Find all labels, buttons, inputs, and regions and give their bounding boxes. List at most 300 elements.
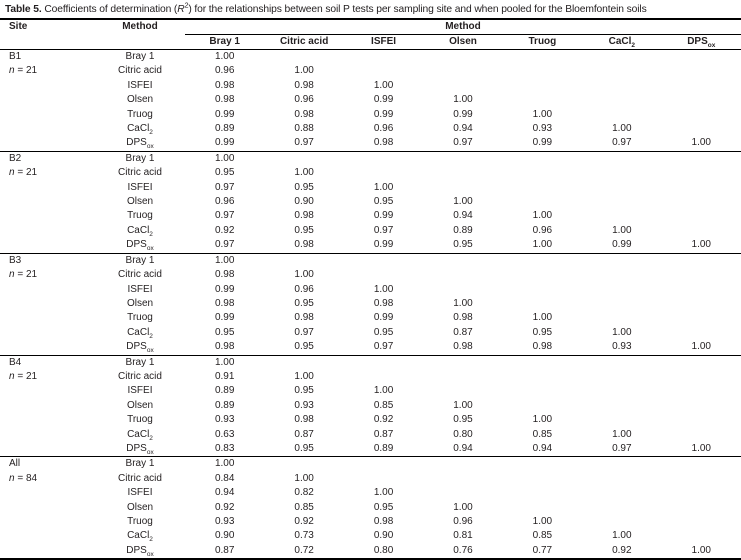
- r2-value: 0.97: [214, 210, 235, 222]
- table-row: [0, 355, 741, 370]
- table-row: [0, 399, 741, 413]
- r2-value: [423, 64, 502, 78]
- r2-value: 0.98: [214, 94, 235, 106]
- r2-value: [582, 515, 661, 529]
- r2-value: 0.96: [214, 65, 235, 77]
- method-subscript: 2: [149, 536, 153, 544]
- r2-value: 1.00: [612, 530, 632, 542]
- site-cell: [0, 93, 95, 107]
- r2-value: 0.97: [214, 181, 235, 193]
- table-row: [0, 442, 741, 457]
- col-header-text: Citric acid: [279, 36, 329, 47]
- r2-value: [423, 283, 502, 297]
- r2-value: [582, 209, 661, 223]
- r2-value: 1.00: [691, 442, 711, 454]
- r2-value: 0.97: [373, 224, 394, 236]
- r2-value: [662, 195, 741, 209]
- r2-value: 0.87: [453, 326, 473, 338]
- r2-value: [503, 486, 582, 500]
- r2-value: 0.89: [214, 399, 235, 411]
- method-column-header: Method: [122, 21, 158, 33]
- r2-value: [503, 79, 582, 93]
- site-block-b4: [0, 355, 741, 457]
- r2-value: [264, 253, 343, 268]
- method-label: Citric acid: [118, 370, 162, 382]
- table-row: [0, 108, 741, 122]
- r2-value: [344, 268, 423, 282]
- r2-value: [582, 93, 661, 107]
- site-cell: [0, 428, 95, 442]
- r2-value: 0.94: [453, 210, 473, 222]
- method-label: Truog: [127, 210, 153, 222]
- r2-value: 0.99: [214, 283, 235, 295]
- r2-value: 0.90: [214, 530, 235, 542]
- r2-value: 0.85: [532, 428, 553, 440]
- site-cell: [0, 122, 95, 136]
- r2-value: 0.93: [214, 516, 235, 527]
- site-cell: [0, 442, 95, 457]
- site-block-b3: [0, 253, 741, 355]
- method-label: $DPS_{ox}$: [126, 137, 154, 151]
- r2-value: [423, 181, 502, 195]
- r2-value: 0.96: [294, 283, 314, 295]
- method-subscript: ox: [146, 347, 154, 355]
- table-row: [0, 370, 741, 384]
- r2-value: 0.95: [294, 341, 314, 353]
- method-label: Bray 1: [95, 151, 185, 166]
- r2-value: [503, 64, 582, 78]
- r2-value: 0.95: [214, 167, 235, 179]
- site-cell: [0, 195, 95, 209]
- r2-value: [582, 297, 661, 311]
- method-label: Olsen: [126, 501, 154, 513]
- site-cell: [0, 181, 95, 195]
- table-row: [0, 253, 741, 268]
- method-subscript: ox: [146, 448, 154, 456]
- r2-value: 1.00: [532, 239, 553, 251]
- r2-value: [582, 399, 661, 413]
- r2-value: 1.00: [453, 196, 473, 208]
- site-cell: [0, 297, 95, 311]
- r2-value: 0.92: [294, 516, 314, 527]
- table-row: [0, 64, 741, 78]
- table-row: [0, 297, 741, 311]
- r2-value: [662, 181, 741, 195]
- r2-value: [344, 472, 423, 486]
- r2-value: [662, 486, 741, 500]
- r2-value: [264, 50, 343, 65]
- r2-value: [423, 355, 502, 370]
- method-label: ISFEI: [127, 79, 153, 91]
- r2-value: 0.97: [453, 137, 473, 149]
- method-label: Citric acid: [118, 472, 162, 484]
- r2-value: 0.84: [214, 472, 235, 484]
- site-block-b2: [0, 151, 741, 253]
- header-spacer: [0, 35, 95, 50]
- r2-value: 1.00: [532, 312, 553, 324]
- r2-value: 0.97: [612, 442, 632, 454]
- method-label: $DPS_{ox}$: [126, 544, 154, 558]
- table-row: [0, 544, 741, 559]
- r2-value: [344, 253, 423, 268]
- r2-value: [344, 64, 423, 78]
- r2-value: 1.00: [532, 210, 553, 222]
- r-squared-symbol: R: [177, 4, 185, 15]
- table-row: [0, 93, 741, 107]
- r2-value: 0.85: [294, 501, 314, 513]
- method-label: Truog: [127, 312, 153, 324]
- site-label: B4: [0, 355, 95, 370]
- r2-value: [582, 413, 661, 427]
- site-label: All: [0, 457, 95, 472]
- site-cell: [0, 399, 95, 413]
- table-row: [0, 224, 741, 238]
- r2-value: [582, 486, 661, 500]
- r2-value: 0.99: [532, 137, 553, 149]
- r2-value: [344, 355, 423, 370]
- r2-value: [423, 370, 502, 384]
- table-row: [0, 283, 741, 297]
- col-header-text: Truog: [528, 36, 557, 47]
- method-label: Bray 1: [95, 253, 185, 268]
- col-header-text: Olsen: [449, 36, 477, 47]
- r2-value: 1.00: [453, 501, 473, 513]
- table-row: [0, 326, 741, 340]
- r2-value: 0.98: [214, 297, 235, 309]
- r2-value: [423, 384, 502, 398]
- table-row: [0, 209, 741, 223]
- r2-value: 0.76: [453, 544, 473, 556]
- r2-value: [582, 384, 661, 398]
- r2-value: [582, 311, 661, 325]
- r2-value: 0.97: [214, 239, 235, 251]
- r2-value: [662, 93, 741, 107]
- r2-value: [423, 486, 502, 500]
- r2-value: 0.91: [214, 370, 235, 382]
- site-cell: [0, 79, 95, 93]
- method-label: Truog: [127, 108, 153, 120]
- r2-value: 0.99: [214, 137, 235, 149]
- r2-value: [582, 181, 661, 195]
- method-label: Truog: [127, 414, 153, 426]
- r2-value: 0.87: [373, 428, 394, 440]
- r2-value: 0.99: [373, 312, 394, 324]
- table-row: [0, 384, 741, 398]
- table-row: [0, 529, 741, 543]
- r2-value: 1.00: [185, 253, 264, 268]
- r2-value: [662, 326, 741, 340]
- r2-value: [503, 283, 582, 297]
- r2-value: 0.98: [214, 79, 235, 91]
- r2-value: 1.00: [294, 269, 314, 281]
- method-subscript: 2: [149, 434, 153, 442]
- table-header: [0, 20, 741, 50]
- method-label: ISFEI: [127, 181, 153, 193]
- r2-value: 0.97: [612, 137, 632, 149]
- r2-value: 0.89: [453, 224, 473, 236]
- r2-value: [582, 151, 661, 166]
- r2-value: 1.00: [373, 181, 394, 193]
- r2-value: [662, 529, 741, 543]
- r2-value: [662, 311, 741, 325]
- r2-value: 1.00: [373, 487, 394, 499]
- r2-value: 1.00: [532, 414, 553, 426]
- method-label: CaCl$_2$: [127, 224, 153, 238]
- site-cell: [0, 501, 95, 515]
- sample-count: n = 84: [9, 472, 38, 484]
- r2-value: 0.99: [612, 239, 632, 251]
- site-cell: [0, 413, 95, 427]
- col-header-text: DPS: [687, 36, 708, 47]
- r2-value: 1.00: [691, 239, 711, 251]
- method-subscript: ox: [146, 143, 154, 151]
- method-subscript: 2: [149, 129, 153, 137]
- r2-value: [503, 370, 582, 384]
- site-cell: [0, 529, 95, 543]
- method-label: ISFEI: [127, 385, 153, 397]
- r2-value: 0.98: [453, 312, 473, 324]
- r2-value: 1.00: [294, 167, 314, 179]
- r2-value: 0.94: [453, 442, 473, 454]
- sample-count: n = 21: [9, 370, 38, 382]
- table-row: [0, 151, 741, 166]
- r2-value: 0.94: [214, 487, 235, 499]
- r2-value: [582, 370, 661, 384]
- r2-value: 0.98: [294, 108, 314, 120]
- method-label: Citric acid: [118, 167, 162, 179]
- r2-value: 0.77: [532, 544, 553, 556]
- r2-value: [582, 268, 661, 282]
- r2-value: 0.99: [373, 210, 394, 222]
- r2-value: 0.94: [532, 442, 553, 454]
- r2-value: [662, 151, 741, 166]
- table-row: [0, 486, 741, 500]
- r2-value: [503, 472, 582, 486]
- r2-value: 0.93: [294, 399, 314, 411]
- table-caption: [0, 0, 741, 18]
- r2-value: 1.00: [373, 283, 394, 295]
- method-label: Truog: [127, 516, 153, 527]
- r2-value: [662, 370, 741, 384]
- table-row: [0, 268, 741, 282]
- site-cell: [0, 238, 95, 253]
- r2-value: 0.87: [294, 428, 314, 440]
- r2-value: 1.00: [294, 370, 314, 382]
- site-cell: [0, 311, 95, 325]
- r2-value: 0.95: [294, 224, 314, 236]
- r2-value: 0.98: [294, 79, 314, 91]
- r-squared-exponent: 2: [184, 2, 189, 10]
- col-header-bray-1: [185, 35, 264, 50]
- col-header-subscript: 2: [631, 42, 636, 49]
- r2-value: 0.89: [214, 385, 235, 397]
- method-label: Olsen: [126, 94, 154, 106]
- r2-value: 0.89: [373, 442, 394, 454]
- r2-value: 0.90: [294, 196, 314, 208]
- header-spacer: [95, 35, 185, 50]
- r2-value: [503, 93, 582, 107]
- site-cell: [0, 224, 95, 238]
- site-label: B2: [0, 151, 95, 166]
- method-subscript: 2: [149, 332, 153, 340]
- r2-value: 0.95: [453, 414, 473, 426]
- r2-value: 1.00: [294, 65, 314, 77]
- r2-value: [344, 166, 423, 180]
- r2-value: [503, 297, 582, 311]
- r2-value: 0.98: [294, 312, 314, 324]
- r2-value: 0.98: [453, 341, 473, 353]
- r2-value: 0.98: [373, 516, 394, 527]
- r2-value: [582, 64, 661, 78]
- r2-value: [423, 472, 502, 486]
- method-label: Bray 1: [125, 51, 155, 62]
- r2-value: 0.82: [294, 487, 314, 499]
- header-row-groups: [0, 20, 741, 35]
- r2-value: [662, 501, 741, 515]
- site-cell: [0, 326, 95, 340]
- caption-text-post: ) for the relationships between soil P tests per sampling site and when pooled for the Bloemfontein soils: [188, 4, 647, 15]
- r2-value: 0.99: [453, 108, 473, 120]
- r2-value: 0.99: [373, 94, 394, 106]
- r2-value: [582, 166, 661, 180]
- r2-value: [662, 384, 741, 398]
- r2-value: 0.63: [214, 428, 235, 440]
- r2-value: 0.95: [373, 501, 394, 513]
- caption-text-pre: Coefficients of determination (: [41, 4, 178, 15]
- r2-value: 0.83: [214, 442, 235, 454]
- r2-value: 0.98: [532, 341, 553, 353]
- method-label: Citric acid: [118, 65, 162, 77]
- r2-value: [662, 79, 741, 93]
- r2-value: 1.00: [185, 355, 264, 370]
- site-block-all: [0, 457, 741, 559]
- method-label: $DPS_{ox}$: [126, 442, 154, 456]
- r2-value: 0.96: [373, 123, 394, 135]
- r2-value: [503, 399, 582, 413]
- r2-value: 0.92: [373, 414, 394, 426]
- r2-value: 0.97: [294, 137, 314, 149]
- r2-value: 0.99: [373, 239, 394, 251]
- r2-value: [264, 457, 343, 472]
- site-cell: [0, 384, 95, 398]
- r2-value: [662, 209, 741, 223]
- r2-value: [662, 50, 741, 65]
- r2-value: [662, 297, 741, 311]
- r2-value: [662, 428, 741, 442]
- table-number-label: Table 5.: [5, 4, 42, 15]
- r2-value: [344, 151, 423, 166]
- table-row: [0, 428, 741, 442]
- r2-value: [662, 355, 741, 370]
- r2-value: 1.00: [532, 516, 553, 527]
- r2-value: [662, 122, 741, 136]
- site-cell: [0, 283, 95, 297]
- r2-value: 1.00: [373, 79, 394, 91]
- method-label: Olsen: [126, 399, 154, 411]
- r2-value: [503, 501, 582, 515]
- r2-value: 0.94: [453, 123, 473, 135]
- table-row: [0, 50, 741, 65]
- sample-count: n = 21: [9, 167, 38, 179]
- r2-value: 1.00: [185, 151, 264, 166]
- r2-value: 0.95: [373, 196, 394, 208]
- r2-value: [344, 457, 423, 472]
- r2-value: 0.98: [294, 239, 314, 251]
- site-cell: [0, 108, 95, 122]
- r2-value: [344, 370, 423, 384]
- results-table: [0, 20, 741, 560]
- r2-value: 0.73: [294, 530, 314, 542]
- r2-value: [662, 108, 741, 122]
- sample-count: n = 21: [9, 269, 38, 281]
- r2-value: [582, 108, 661, 122]
- r2-value: 0.96: [532, 224, 553, 236]
- r2-value: 0.95: [294, 181, 314, 193]
- r2-value: 0.88: [294, 123, 314, 135]
- table-row: [0, 457, 741, 472]
- r2-value: 1.00: [453, 94, 473, 106]
- r2-value: 0.98: [373, 137, 394, 149]
- method-label: CaCl$_2$: [127, 428, 153, 442]
- table-row: [0, 122, 741, 136]
- r2-value: 0.72: [294, 544, 314, 556]
- table-row: [0, 79, 741, 93]
- col-header-text: Bray 1: [209, 36, 240, 47]
- r2-value: 1.00: [294, 472, 314, 484]
- site-cell: [0, 544, 95, 559]
- r2-value: [503, 195, 582, 209]
- r2-value: [582, 79, 661, 93]
- r2-value: 0.95: [532, 326, 553, 338]
- r2-value: 0.98: [294, 210, 314, 222]
- r2-value: [662, 166, 741, 180]
- r2-value: 0.95: [453, 239, 473, 251]
- r2-value: 0.89: [214, 123, 235, 135]
- r2-value: [503, 253, 582, 268]
- r2-value: 0.93: [612, 341, 632, 353]
- method-label: CaCl$_2$: [127, 530, 153, 544]
- r2-value: [423, 151, 502, 166]
- r2-value: 0.99: [214, 108, 235, 120]
- r2-value: 0.85: [373, 399, 394, 411]
- r2-value: 0.97: [294, 326, 314, 338]
- r2-value: 0.92: [214, 224, 235, 236]
- r2-value: [503, 457, 582, 472]
- method-label: Bray 1: [95, 457, 185, 472]
- r2-value: 0.98: [373, 297, 394, 309]
- method-subscript: 2: [149, 230, 153, 238]
- r2-value: 1.00: [691, 137, 711, 149]
- r2-value: [503, 181, 582, 195]
- r2-value: [423, 253, 502, 268]
- table-row: [0, 501, 741, 515]
- r2-value: 0.81: [453, 530, 473, 542]
- col-header-text: CaCl: [608, 36, 632, 47]
- site-cell: [0, 486, 95, 500]
- r2-value: 1.00: [453, 399, 473, 411]
- r2-value: [662, 399, 741, 413]
- method-group-header: Method: [185, 20, 741, 35]
- r2-value: 0.96: [294, 94, 314, 106]
- col-header-truog: [503, 35, 582, 50]
- table-row: [0, 136, 741, 151]
- r2-value: [582, 253, 661, 268]
- r2-value: 1.00: [185, 457, 264, 472]
- r2-value: 0.95: [214, 326, 235, 338]
- r2-value: 0.95: [294, 442, 314, 454]
- header-row-methods: [0, 35, 741, 50]
- table-row: [0, 195, 741, 209]
